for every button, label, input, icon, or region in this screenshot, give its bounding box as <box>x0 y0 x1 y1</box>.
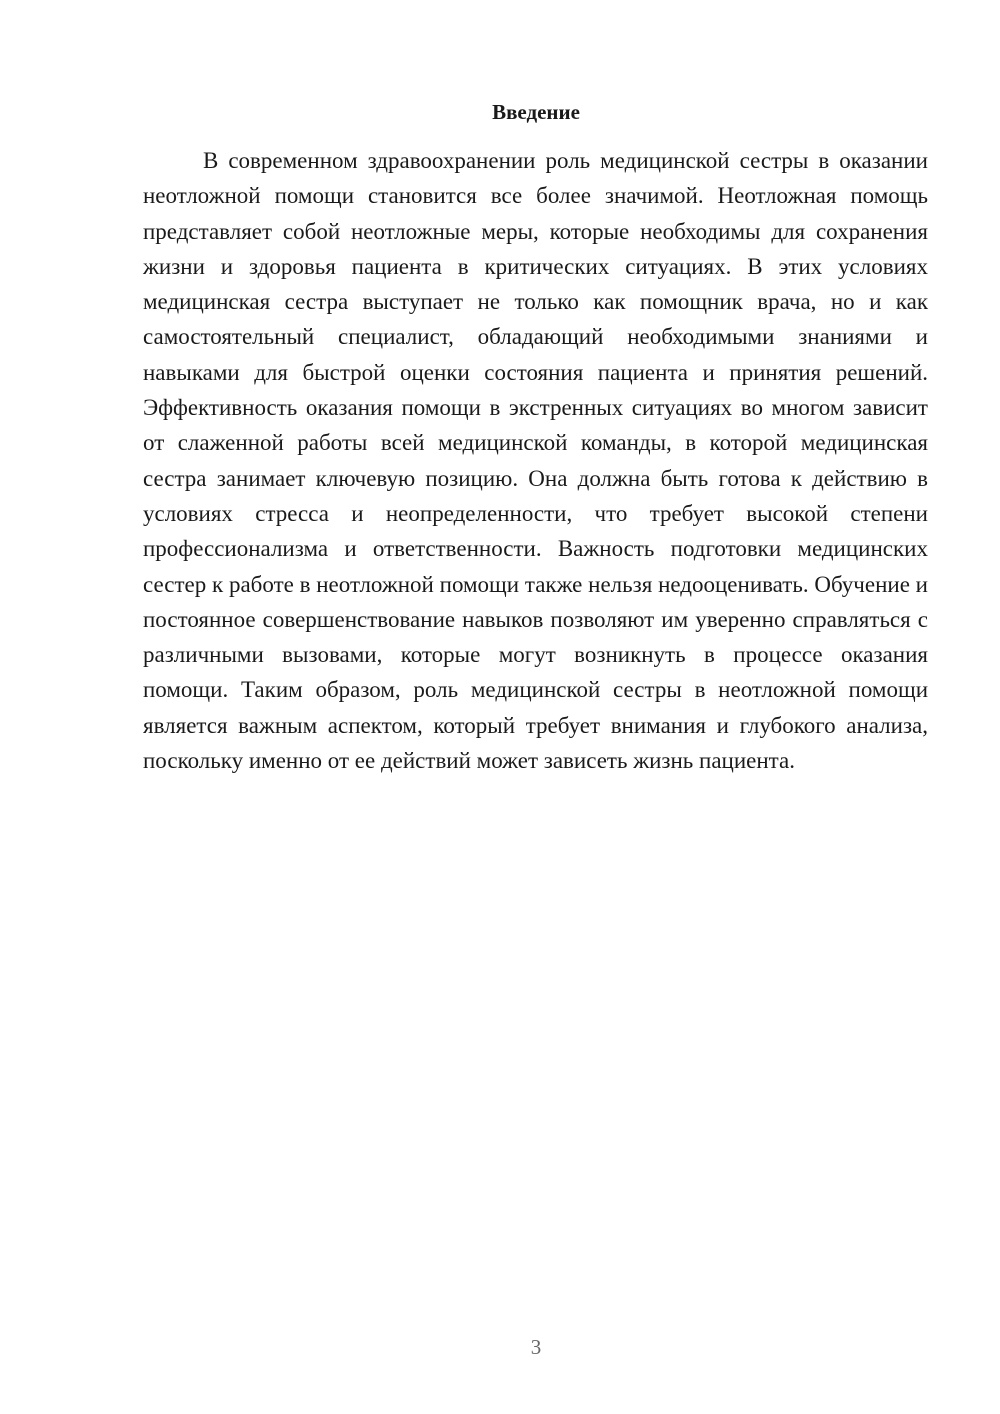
introduction-paragraph: В современном здравоохранении роль медицинской сестры в оказании неотложной помощи становится все более значимой. Неотложная помощь представляет собой неотложные меры, которые необходимы для сохранения жизни и здоровья пациента в критических ситуациях. В этих условиях медицинская сестра выступает не только как помощник врача, но и как самостоятельный специалист, обладающий необходимыми знаниями и навыками для быстрой оценки состояния пациента и принятия решений. Эффективность оказания помощи в экстренных ситуациях во многом зависит от слаженной работы всей медицинской команды, в которой медицинская сестра занимает ключевую позицию. Она должна быть готова к действию в условиях стресса и неопределенности, что требует высокой степени профессионализма и ответственности. Важность подготовки медицинских сестер к работе в неотложной помощи также нельзя недооценивать. Обучение и постоянное совершенствование навыков позволяют им уверенно справляться с различными вызовами, которые могут возникнуть в процессе оказания помощи. Таким образом, роль медицинской сестры в неотложной помощи является важным аспектом, который требует внимания и глубокого анализа, поскольку именно от ее действий может зависеть жизнь пациента. <box>143 148 928 774</box>
section-heading: Введение <box>492 100 580 124</box>
page-number: 3 <box>530 1335 542 1359</box>
